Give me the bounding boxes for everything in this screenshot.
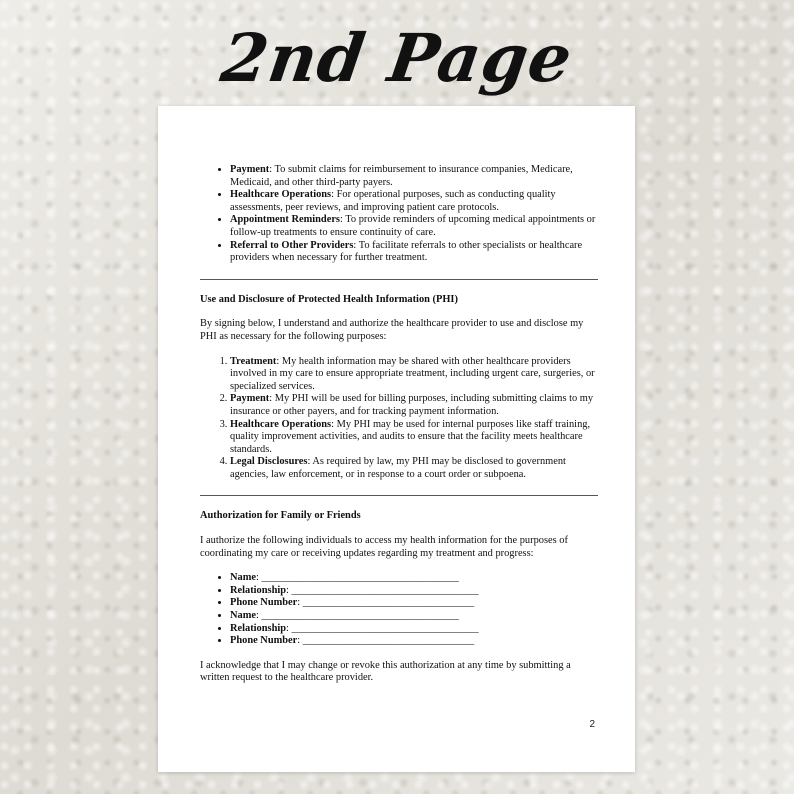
list-item: • Healthcare Operations: For operational purposes, such as conducting quality assessments, peer reviews, and improving patient care protocols. [230,189,598,214]
document-page [158,106,635,772]
form-field-relationship[interactable]: • Relationship: ____________________________________ [230,585,598,598]
list-item: 3. Healthcare Operations: My PHI may be used for internal purposes like staff training, quality improvement activities, and audits to ensure that the facility meets healthcare standards. [230,419,598,457]
closing-acknowledgement: I acknowledge that I may change or revoke this authorization at any time by submitting a written request to the healthcare provider. [200,659,571,684]
phi-intro: By signing below, I understand and authorize the healthcare provider to use and disclose my PHI as necessary for the following purposes: [200,318,584,342]
list-item: 1. Treatment: My health information may be shared with other healthcare providers involved in my care to ensure appropriate treatment, including urgent care, surgeries, or specialized services. [230,356,598,394]
document-content [200,164,598,697]
list-item: • Appointment Reminders: To provide reminders of upcoming medical appointments or follow-up treatments to ensure continuity of care. [230,214,598,239]
family-intro: I authorize the following individuals to access my health information for the purposes of coordinating my care or receiving updates regarding my treatment and progress: [200,535,568,559]
list-item: 2. Payment: My PHI will be used for billing purposes, including submitting claims to my insurance or other payers, and for tracking payment information. [230,393,598,418]
form-field-phone-number[interactable]: • Phone Number: _________________________________ [230,635,598,648]
phi-section-heading: Use and Disclosure of Protected Health Information (PHI) [200,293,458,305]
family-section-heading: Authorization for Family or Friends [200,510,361,522]
page-number: 2 [589,719,595,730]
form-field-relationship[interactable]: • Relationship: ____________________________________ [230,623,598,636]
family-authorization-fields [200,572,598,648]
phi-purpose-list [200,356,598,482]
section-divider [200,495,598,496]
form-field-name[interactable]: • Name: ______________________________________ [230,610,598,623]
list-item: 4. Legal Disclosures: As required by law, my PHI may be disclosed to government agencies, law enforcement, or in response to a court order or subpoena. [230,456,598,481]
form-field-phone-number[interactable]: • Phone Number: _________________________________ [230,597,598,610]
purpose-list [200,164,598,265]
form-field-name[interactable]: • Name: ______________________________________ [230,572,598,585]
section-divider [200,279,598,280]
page-banner-title: 2nd Page [216,19,578,97]
list-item: • Payment: To submit claims for reimbursement to insurance companies, Medicare, Medicaid, and other third-party payers. [230,164,598,189]
list-item: • Referral to Other Providers: To facilitate referrals to other specialists or healthcare providers when necessary for further treatment. [230,240,598,265]
